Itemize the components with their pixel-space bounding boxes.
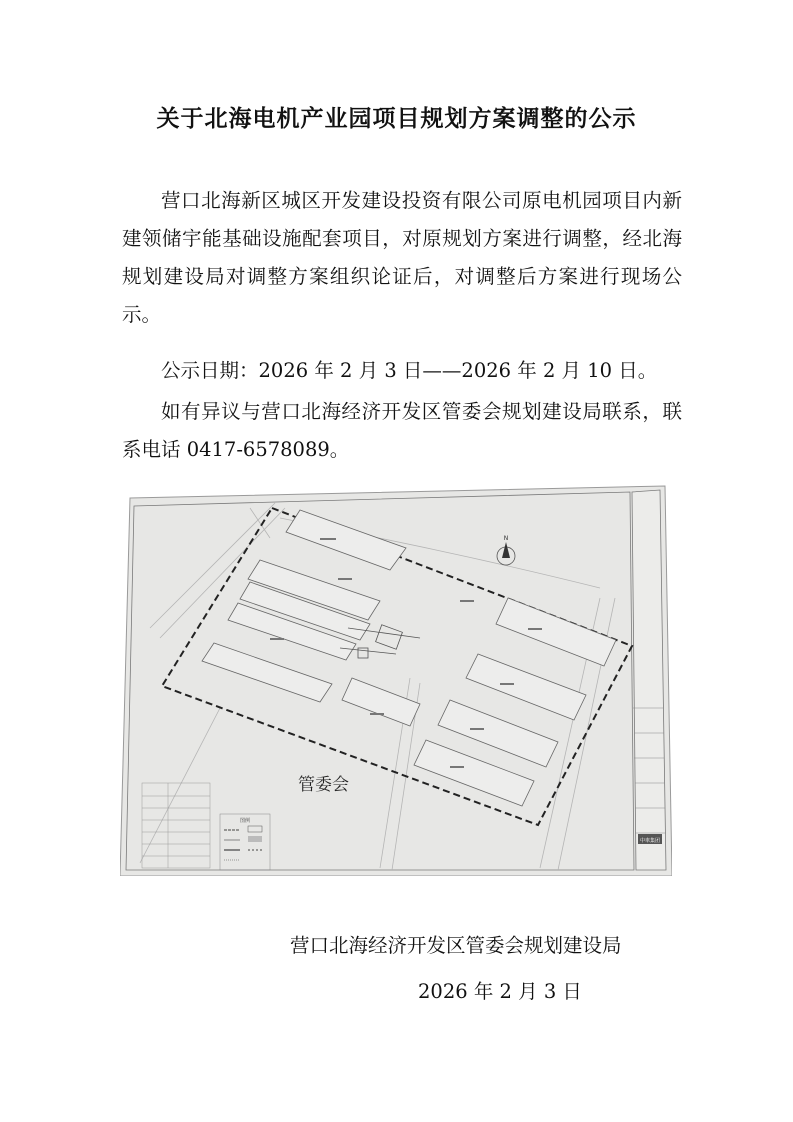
north-label: N (503, 535, 509, 542)
company-mark: 中車集团 (639, 838, 661, 844)
notice-paragraph-contact: 如有异议与营口北海经济开发区管委会规划建设局联系，联系电话 0417-6578089。 (122, 400, 682, 461)
notice-paragraph-dates: 公示日期：2026 年 2 月 3 日——2026 年 2 月 10 日。 (161, 359, 658, 382)
site-plan-photo (120, 478, 672, 876)
signature-date: 2026 年 2 月 3 日 (418, 980, 582, 1003)
handwritten-label: 管委会 (298, 775, 349, 795)
page-title: 关于北海电机产业园项目规划方案调整的公示 (156, 105, 637, 132)
legend-title: 图例 (239, 818, 251, 824)
signature-organization: 营口北海经济开发区管委会规划建设局 (290, 934, 622, 957)
notice-paragraph-body: 营口北海新区城区开发建设投资有限公司原电机园项目内新建领储宇能基础设施配套项目，对原规划方案进行调整，经北海规划建设局对调整方案组织论证后，对调整后方案进行现场公示。 (122, 189, 682, 326)
